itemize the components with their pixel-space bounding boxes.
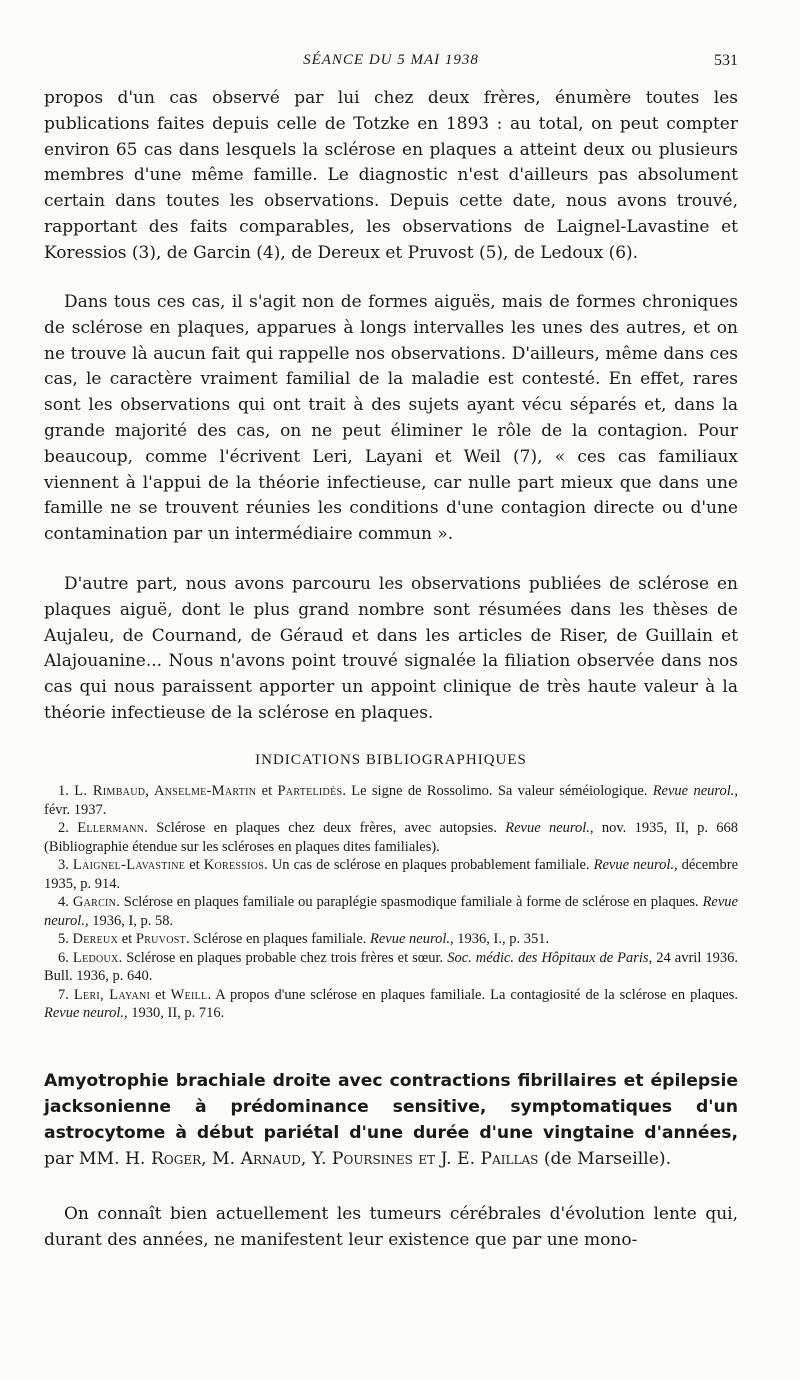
paragraph-2: Dans tous ces cas, il s'agit non de formes aiguës, mais de formes chroniques de sclérose en plaques, apparues à longs intervalles les unes des autres, et on ne trouve là aucun fait qui rappelle nos observations. D'ailleurs, même dans ces cas, le caractère vraiment familial de la maladie est contesté. En effet, rares sont les observations qui ont trait à des sujets ayant vécu séparés et, dans la grande majorité des cas, on ne peut éliminer le rôle de la contagion. Pour beaucoup, comme l'écrivent Leri, Layani et Weil (7), « ces cas familiaux viennent à l'appui de la théorie infectieuse, car nulle part mieux que dans une famille ne se trouvent réunies les conditions d'une contagion directe ou d'une contamination par un intermédiaire commun ». xyxy=(44,292,738,545)
page-number: 531 xyxy=(714,52,738,69)
reference-item: 2. Ellermann. Sclérose en plaques chez deux frères, avec autopsies. Revue neurol., nov. 1935, II, p. 668 (Bibliographie étendue sur les scléroses en plaques dites familiales). xyxy=(44,820,739,855)
running-title: SÉANCE DU 5 MAI 1938 xyxy=(303,52,479,68)
article-authors-prefix: par MM. H. xyxy=(44,1149,151,1169)
article-title xyxy=(44,1068,738,1172)
reference-item: 3. Laignel-Lavastine et Koressios. Un cas de sclérose en plaques probablement familiale. Revue neurol., décembre 1935, p. 914. xyxy=(44,857,739,892)
article-authors: Roger, M. Arnaud, Y. Poursines et J. E. Paillas xyxy=(150,1149,539,1169)
bibliography-heading: INDICATIONS BIBLIOGRAPHIQUES xyxy=(255,752,527,768)
reference-item: 6. Ledoux. Sclérose en plaques probable chez trois frères et sœur. Soc. médic. des Hôpitaux de Paris, 24 avril 1936. Bull. 1936, p. 640. xyxy=(44,949,739,984)
reference-item: 5. Dereux et Pruvost. Sclérose en plaques familiale. Revue neurol., 1936, I., p. 351. xyxy=(58,931,550,947)
article-authors-suffix: (de Marseille). xyxy=(538,1149,672,1169)
reference-item: 7. Leri, Layani et Weill. A propos d'une sclérose en plaques familiale. La contagiosité de la sclérose en plaques. Revue neurol., 1930, II, p. 716. xyxy=(44,986,738,1021)
reference-item: 1. L. Rimbaud, Anselme-Martin et Partelidès. Le signe de Rossolimo. Sa valeur séméiologique. Revue neurol., févr. 1937. xyxy=(44,783,739,818)
article-intro-paragraph: On connaît bien actuellement les tumeurs cérébrales d'évolution lente qui, durant des années, ne manifestent leur existence que par une mono- xyxy=(44,1204,738,1250)
paragraph-3: D'autre part, nous avons parcouru les observations publiées de sclérose en plaques aiguë, dont le plus grand nombre sont résumées dans les thèses de Aujaleu, de Cournand, de Géraud et dans les articles de Riser, de Guillain et Alajouanine... Nous n'avons point trouvé signalée la filiation observée dans nos cas qui nous paraissent apporter un appoint clinique de très haute valeur à la théorie infectieuse de la sclérose en plaques. xyxy=(44,574,738,723)
reference-item: 4. Garcin. Sclérose en plaques familiale ou paraplégie spasmodique familiale à forme de sclérose en plaques. Revue neurol., 1936, I, p. 58. xyxy=(44,894,738,929)
bibliography-list xyxy=(44,782,738,1023)
article-title-text: Amyotrophie brachiale droite avec contractions fibrillaires et épilepsie jacksonienne à prédominance sensitive, symptomatiques d'un astrocytome à début pariétal d'une durée d'une vingtaine d'années, xyxy=(44,1071,738,1143)
page-header xyxy=(44,52,738,76)
paragraph-1: propos d'un cas observé par lui chez deux frères, énumère toutes les publications faites depuis celle de Totzke en 1893 : au total, on peut compter environ 65 cas dans lesquels la sclérose en plaques a atteint deux ou plusieurs membres d'une même famille. Le diagnostic n'est d'ailleurs pas absolument certain dans toutes les observations. Depuis cette date, nous avons trouvé, rapportant des faits comparables, les observations de Laignel-Lavastine et Koressios (3), de Garcin (4), de Dereux et Pruvost (5), de Ledoux (6). xyxy=(44,88,738,263)
